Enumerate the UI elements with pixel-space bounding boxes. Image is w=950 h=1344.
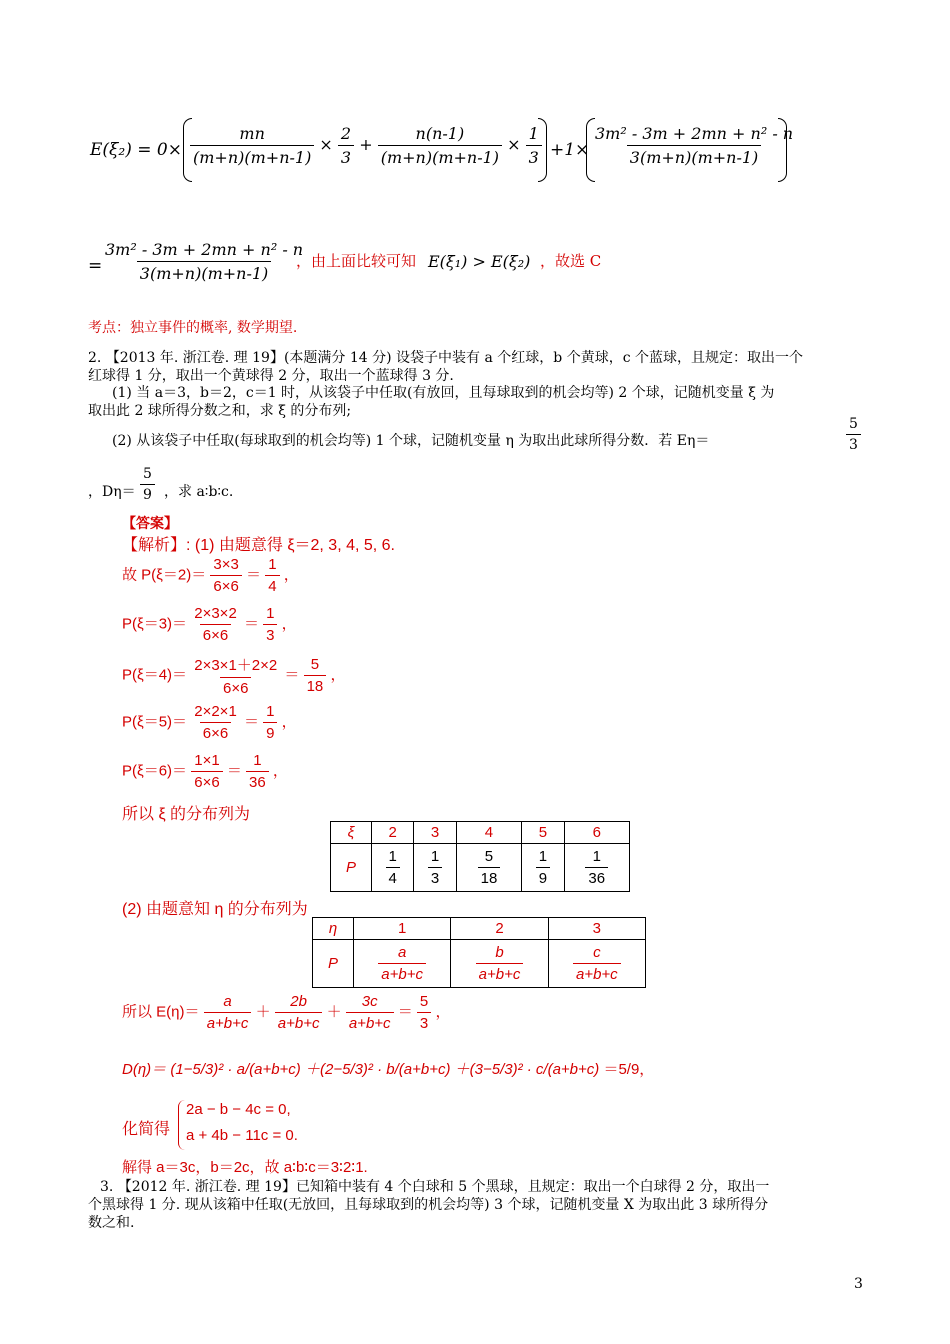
table-value-cell: 5 xyxy=(522,822,564,844)
term-den: a+b+c xyxy=(346,1012,394,1032)
distribution-table-xi xyxy=(330,821,630,892)
answer-label: 【答案】 xyxy=(122,515,178,531)
problem-3-line: 数之和. xyxy=(88,1215,135,1231)
prob-result-num: 1 xyxy=(268,556,277,573)
fraction xyxy=(102,240,306,283)
prob-num: 2×3×1＋2×2 xyxy=(194,657,278,674)
problem-2-line: ，Dη＝ xyxy=(88,484,136,500)
prob-line xyxy=(122,703,297,742)
brace-icon xyxy=(178,1100,185,1150)
table-prob-cell xyxy=(372,844,414,892)
table-header-cell: η xyxy=(313,918,354,940)
table-p-label: P xyxy=(313,940,354,988)
fraction xyxy=(140,466,155,503)
prob-result-num: 5 xyxy=(310,656,320,673)
problem-2-line: 红球得 1 分，取出一个黄球得 2 分，取出一个蓝球得 3 分. xyxy=(88,368,454,384)
prob-label: P(ξ＝4)＝ xyxy=(122,666,188,684)
variance-term: (1−5/3)² · a/(a+b+c) xyxy=(170,1061,301,1078)
expectation-line xyxy=(122,993,450,1032)
fraction xyxy=(190,124,542,167)
prob-num: 1 xyxy=(388,848,397,865)
comma: ， xyxy=(330,666,346,684)
frac1-num: mn xyxy=(239,124,265,143)
variance-label: D(η)＝ xyxy=(122,1061,167,1078)
table-value-cell: 3 xyxy=(414,822,456,844)
variance-line xyxy=(122,1058,654,1079)
prob-num: 5 xyxy=(484,848,494,865)
variance-term: ＋(2−5/3)² · b/(a+b+c) xyxy=(304,1061,451,1078)
prob-den: a+b+c xyxy=(476,963,524,983)
plus-one-times: +1× xyxy=(550,140,590,160)
compare-expression: E(ξ₁) > E(ξ₂) xyxy=(428,252,531,271)
prob-result-den: 36 xyxy=(246,771,269,791)
table-prob-cell xyxy=(522,844,564,892)
prob-num: 2×2×1 xyxy=(194,703,237,720)
prob-num: a xyxy=(397,944,407,961)
times-sign: × xyxy=(507,135,521,154)
prob-label: 故 P(ξ＝2)＝ xyxy=(122,566,207,584)
prob-den: 4 xyxy=(386,867,400,887)
term-num: 3c xyxy=(361,993,378,1010)
prob-den: a+b+c xyxy=(378,963,426,983)
equals-sign: ＝ xyxy=(246,566,262,584)
prob-den: 36 xyxy=(585,867,608,887)
problem-2-line: (2) 从该袋子中任取(每球取到的机会均等) 1 个球，记随机变量 η 为取出此球所得分数．若 Eη＝ xyxy=(112,433,710,449)
system-equation: a + 4b − 11c = 0. xyxy=(186,1127,298,1144)
problem-2-line: 取出此 2 球所得分数之和，求 ξ 的分布列; xyxy=(88,403,352,419)
table-prob-cell xyxy=(414,844,456,892)
prob-den: 6×6 xyxy=(191,771,222,791)
prob-num: 1 xyxy=(592,848,601,865)
comma: ， xyxy=(435,1003,451,1021)
table-prob-cell xyxy=(354,940,451,988)
frac2-den: 3 xyxy=(338,145,354,167)
prob-result-den: 9 xyxy=(263,722,277,742)
conclusion-text: ，故选 C xyxy=(540,252,602,270)
prob-line xyxy=(122,752,288,791)
prob-label: P(ξ＝5)＝ xyxy=(122,713,188,731)
prob-label: P(ξ＝3)＝ xyxy=(122,615,188,633)
prob-num: 3×3 xyxy=(213,556,239,573)
distribution-title: 所以 ξ 的分布列为 xyxy=(122,806,251,823)
comma: ， xyxy=(281,713,297,731)
comma: ， xyxy=(283,566,299,584)
prob-den: 3 xyxy=(428,867,442,887)
prob-line xyxy=(122,556,299,595)
table-prob-cell xyxy=(451,940,548,988)
d-eta-den: 9 xyxy=(140,484,155,503)
result-num: 5 xyxy=(419,993,429,1010)
simplify-label: 化简得 xyxy=(122,1121,171,1138)
frac5-den: 3(m+n)(m+n-1) xyxy=(627,145,762,167)
prob-den: 6×6 xyxy=(200,624,231,644)
plus-sign: ＋ xyxy=(326,1003,342,1021)
prob-result-den: 4 xyxy=(265,575,279,595)
term-num: 2b xyxy=(290,993,307,1010)
frac3-den: (m+n)(m+n-1) xyxy=(378,145,502,167)
term-den: a+b+c xyxy=(204,1012,252,1032)
result-den: 3 xyxy=(417,1012,431,1032)
right-paren xyxy=(778,118,787,182)
part2-title: (2) 由题意知 η 的分布列为 xyxy=(122,901,308,918)
table-prob-cell xyxy=(456,844,521,892)
e-eta-den: 3 xyxy=(846,434,861,453)
plus-sign: ＋ xyxy=(255,1003,271,1021)
prob-result-den: 3 xyxy=(263,624,277,644)
compare-text: ，由上面比较可知 xyxy=(296,252,417,270)
equals-sign: ＝ xyxy=(284,666,300,684)
prob-den: 6×6 xyxy=(210,575,241,595)
table-value-cell: 4 xyxy=(456,822,521,844)
prob-result-num: 1 xyxy=(266,605,275,622)
table-value-cell: 2 xyxy=(451,918,548,940)
problem-2-line: (1) 当 a＝3，b＝2，c＝1 时，从该袋子中任取(有放回，且每球取到的机会均等) 2 个球，记随机变量 ξ 为 xyxy=(112,385,775,401)
table-p-label: P xyxy=(331,844,372,892)
formula-top-lhs: E(ξ₂) = 0× xyxy=(90,140,182,160)
term-den: a+b+c xyxy=(275,1012,323,1032)
analysis-heading: 【解析】: (1) 由题意得 ξ＝2, 3, 4, 5, 6. xyxy=(122,537,396,554)
frac4-den: 3 xyxy=(526,145,542,167)
table-value-cell: 2 xyxy=(372,822,414,844)
prob-num: 1 xyxy=(430,848,440,865)
d-eta-num: 5 xyxy=(143,466,152,482)
table-prob-cell xyxy=(564,844,629,892)
page-number: 3 xyxy=(854,1276,863,1292)
comma: ， xyxy=(281,615,297,633)
prob-den: 18 xyxy=(478,867,501,887)
equals-sign: ＝ xyxy=(397,1003,413,1021)
fraction xyxy=(846,416,861,453)
prob-den: 6×6 xyxy=(220,677,251,697)
problem-2-line: 2. 【2013 年. 浙江卷. 理 19】(本题满分 14 分) 设袋子中装有 a 个红球，b 个黄球，c 个蓝球，且规定：取出一个 xyxy=(88,350,803,366)
expectation-label: 所以 E(η)＝ xyxy=(122,1003,200,1021)
problem-2-line: ，求 a∶b∶c. xyxy=(164,484,234,500)
fraction xyxy=(592,124,796,167)
prob-result-num: 1 xyxy=(253,752,262,769)
frac2-num: 2 xyxy=(340,124,352,143)
prob-num: 1 xyxy=(538,848,548,865)
prob-den: 6×6 xyxy=(200,722,231,742)
table-prob-cell xyxy=(548,940,645,988)
comma: ， xyxy=(272,762,288,780)
system-equation: 2a − b − 4c = 0, xyxy=(186,1101,291,1118)
prob-line xyxy=(122,654,345,697)
prob-num: 2×3×2 xyxy=(194,605,237,622)
prob-num: c xyxy=(593,944,601,961)
table-value-cell: 1 xyxy=(354,918,451,940)
second-frac-den: 3(m+n)(m+n-1) xyxy=(137,261,272,283)
second-frac-num: 3m² - 3m + 2mn + n² - n xyxy=(105,240,304,259)
prob-den: a+b+c xyxy=(573,963,621,983)
equals-sign: ＝ xyxy=(226,762,242,780)
problem-3-line: 3. 【2012 年. 浙江卷. 理 19】已知箱中装有 4 个白球和 5 个黑球，且规定：取出一个白球得 2 分，取出一 xyxy=(100,1179,770,1195)
prob-label: P(ξ＝6)＝ xyxy=(122,762,188,780)
equals-sign: ＝ xyxy=(243,713,259,731)
prob-num: 1×1 xyxy=(194,752,220,769)
right-paren xyxy=(538,118,547,182)
distribution-table-eta xyxy=(312,917,646,988)
table-value-cell: 6 xyxy=(564,822,629,844)
prob-result-den: 18 xyxy=(304,675,327,695)
times-sign: × xyxy=(319,135,333,154)
variance-term: ＋(3−5/3)² · c/(a+b+c) xyxy=(454,1061,600,1078)
frac4-num: 1 xyxy=(528,124,539,143)
term-num: a xyxy=(223,993,232,1010)
prob-result-num: 1 xyxy=(266,703,275,720)
frac3-num: n(n-1) xyxy=(415,124,465,143)
table-header-cell: ξ xyxy=(331,822,372,844)
equals-sign: ＝ xyxy=(243,615,259,633)
equals-sign: = xyxy=(88,256,103,276)
prob-den: 9 xyxy=(536,867,550,887)
solution-line: 解得 a＝3c，b＝2c，故 a∶b∶c＝3∶2∶1. xyxy=(122,1159,368,1176)
kaodian-note: 考点：独立事件的概率, 数学期望. xyxy=(88,320,298,336)
frac5-num: 3m² - 3m + 2mn + n² - n xyxy=(595,124,794,143)
problem-3-line: 个黑球得 1 分. 现从该箱中任取(无放回，且每球取到的机会均等) 3 个球，记随机变量 X 为取出此 3 球所得分 xyxy=(88,1197,769,1213)
e-eta-num: 5 xyxy=(849,416,858,432)
table-value-cell: 3 xyxy=(548,918,645,940)
prob-num: b xyxy=(495,944,504,961)
variance-result: ＝5/9， xyxy=(603,1061,655,1078)
plus-sign: + xyxy=(359,135,373,154)
frac1-den: (m+n)(m+n-1) xyxy=(190,145,314,167)
prob-line xyxy=(122,605,297,644)
